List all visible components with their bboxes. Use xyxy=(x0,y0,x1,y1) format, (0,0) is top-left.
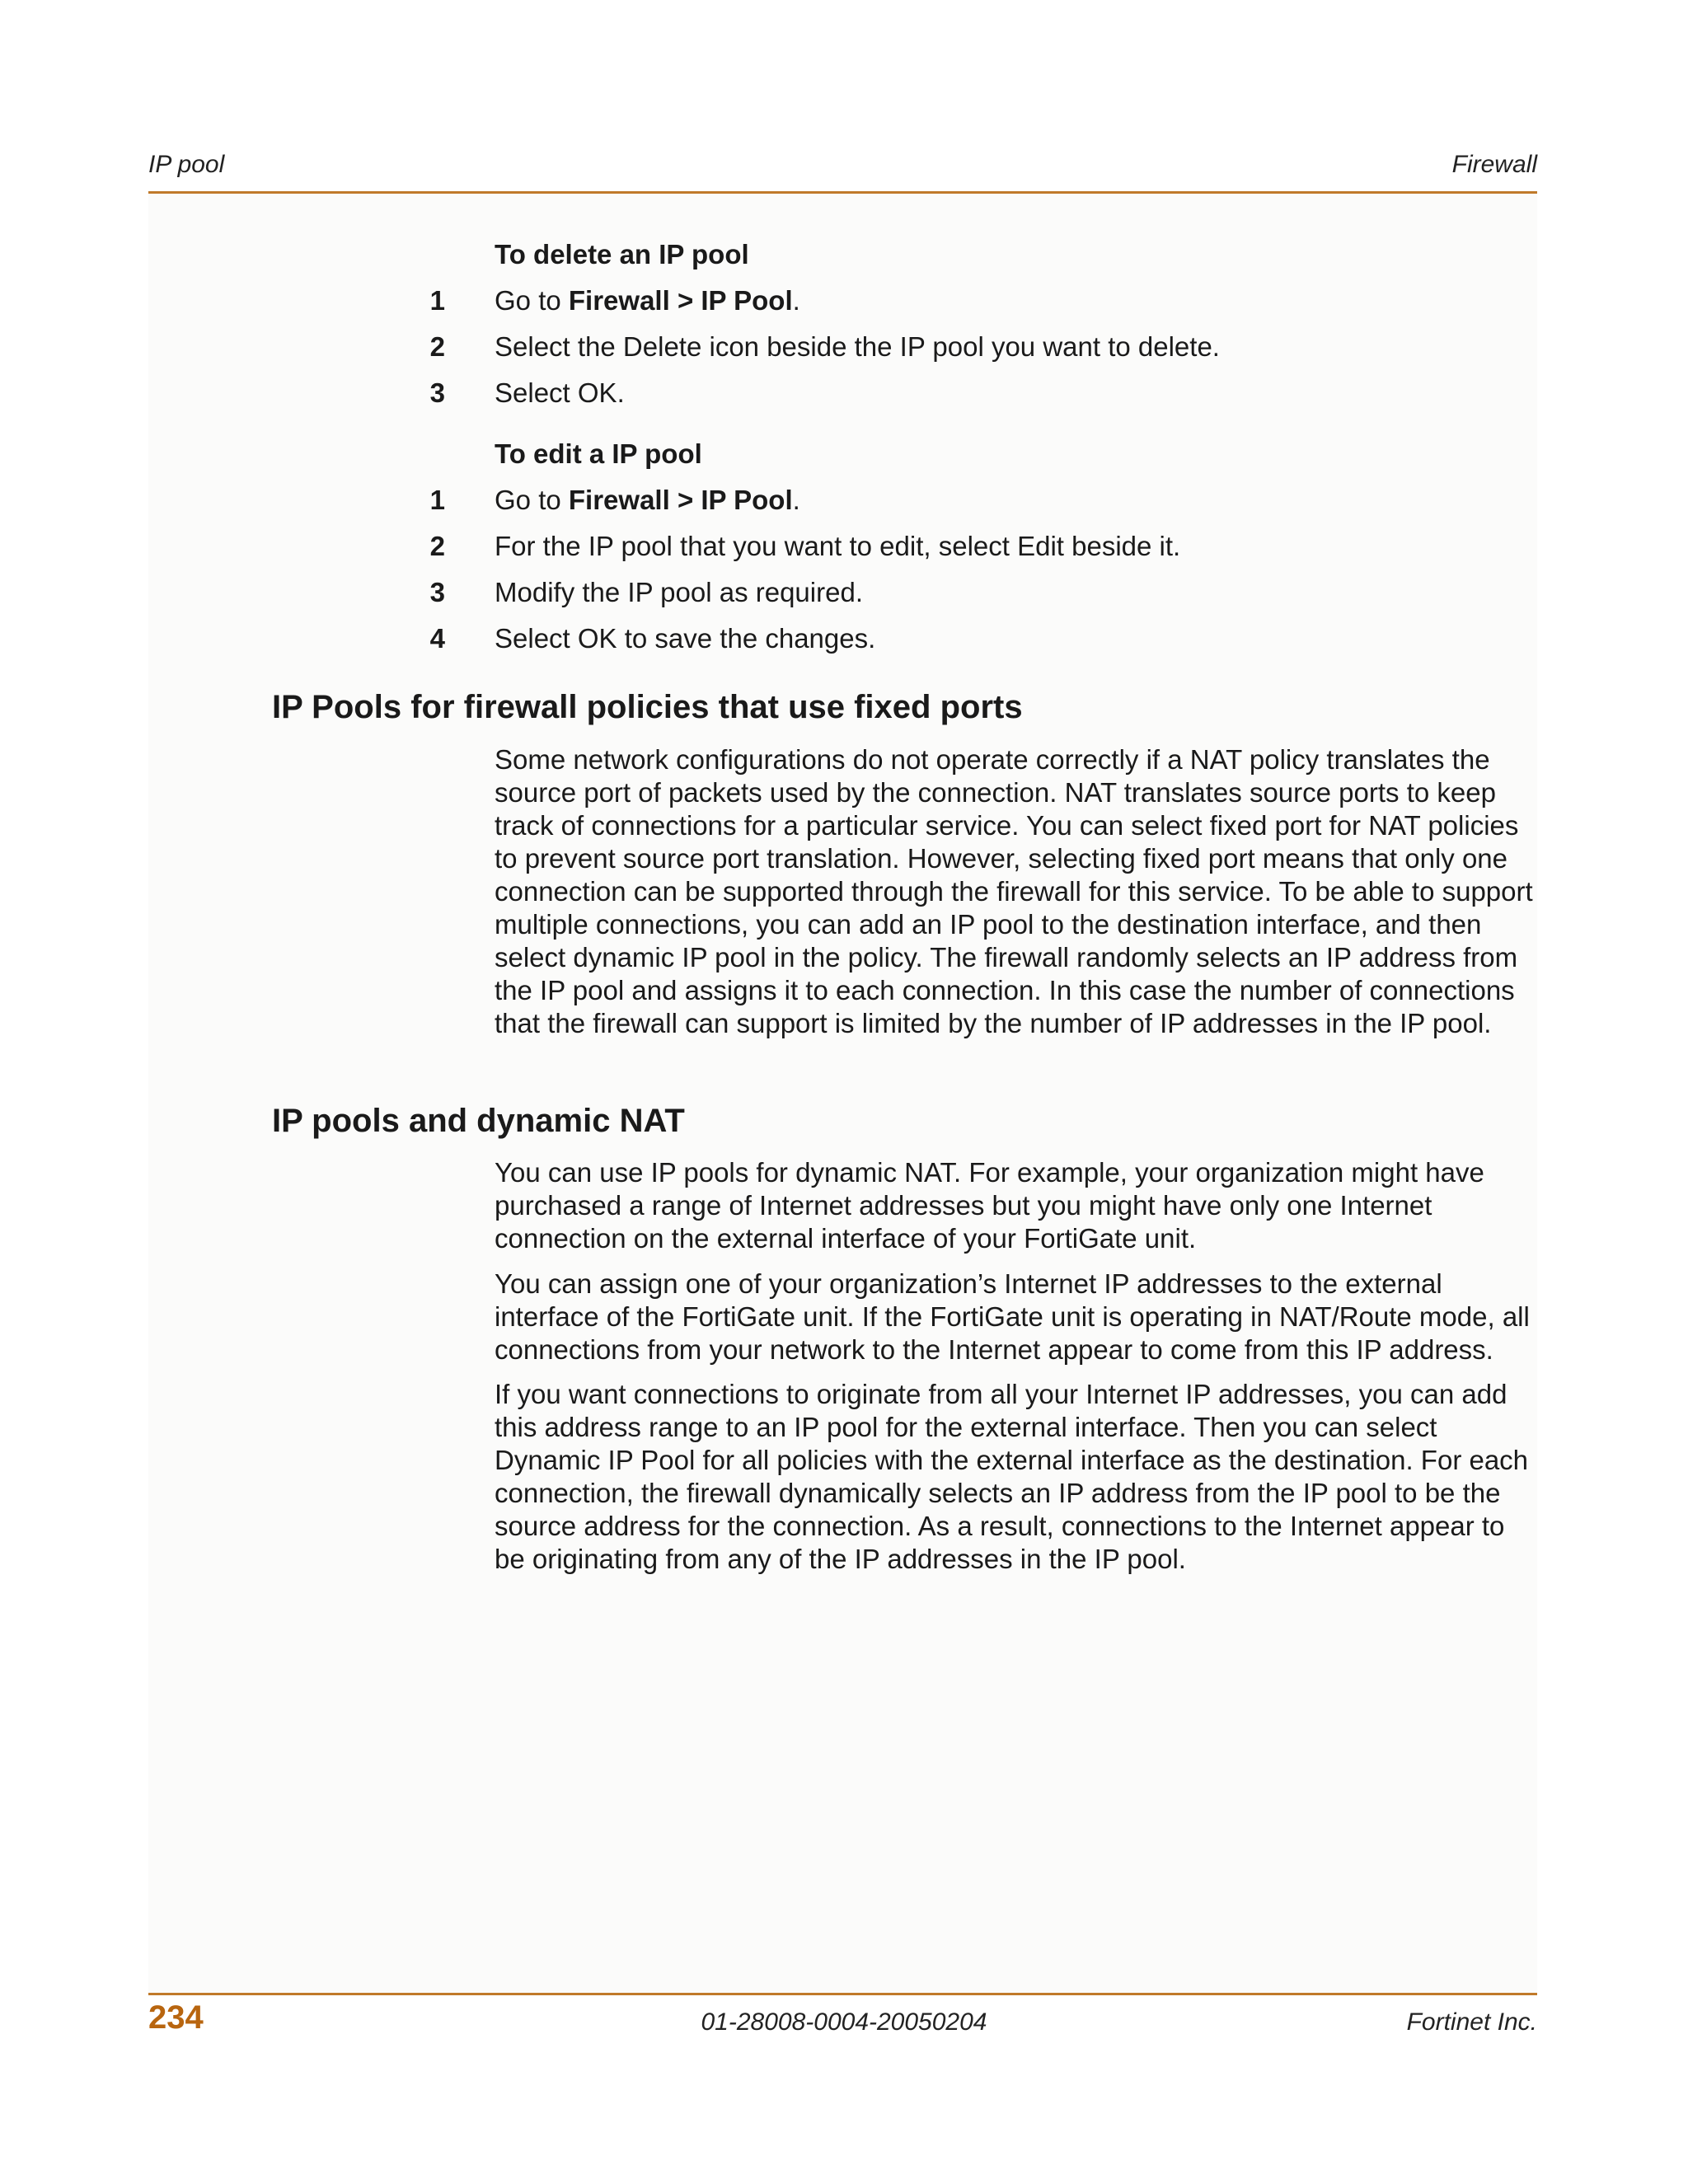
step-number: 1 xyxy=(429,485,445,515)
dynamic-nat-paragraph-3: If you want connections to originate from all your Internet IP addresses, you can add this address range to an IP pool for the external interface. Then you can select Dynamic IP Pool for all policies with the external interface as the destination. For each connection, the firewall dynamically selects an IP address from the IP pool to be the source address for the connection. As a result, connections to the Internet appear to be originating from any of the IP addresses in the IP pool. xyxy=(495,1379,1529,1574)
page-number: 234 xyxy=(148,1999,204,2036)
step-number: 2 xyxy=(429,331,445,362)
menu-path: Firewall > IP Pool xyxy=(568,285,793,316)
step-text: Go to Firewall > IP Pool. xyxy=(495,485,800,515)
edit-step-3 xyxy=(429,577,1541,613)
page-background xyxy=(148,194,1537,1994)
document-id: 01-28008-0004-20050204 xyxy=(701,2008,987,2036)
delete-procedure-title: To delete an IP pool xyxy=(495,239,749,269)
edit-procedure-title: To edit a IP pool xyxy=(495,438,702,469)
delete-step-3 xyxy=(429,377,1541,414)
step-number: 4 xyxy=(429,623,445,654)
company-name: Fortinet Inc. xyxy=(1406,2008,1537,2036)
menu-path: Firewall > IP Pool xyxy=(568,485,793,515)
delete-step-2 xyxy=(429,331,1541,368)
delete-step-1 xyxy=(429,285,1541,321)
fixed-ports-paragraph: Some network configurations do not operate correctly if a NAT policy translates the source port of packets used by the connection. NAT translates source ports to keep track of connections for a particular service. You can select fixed port for NAT policies to prevent source port translation. However, selecting fixed port means that only one connection can be supported through the firewall for this service. To be able to support multiple connections, you can add an IP pool to the destination interface, and then select dynamic IP pool in the policy. The firewall randomly selects an IP address from the IP pool and assigns it to each connection. In this case the number of connections that the firewall can support is limited by the number of IP addresses in the IP pool. xyxy=(495,744,1533,1038)
dynamic-nat-paragraph-1: You can use IP pools for dynamic NAT. For example, your organization might have purchased a range of Internet addresses but you might have only one Internet connection on the external interface of your FortiGate unit. xyxy=(495,1157,1484,1254)
step-number: 2 xyxy=(429,531,445,561)
step-text: Select OK to save the changes. xyxy=(495,623,876,654)
step-number: 1 xyxy=(429,285,445,316)
step-text: Select OK. xyxy=(495,377,625,408)
edit-step-2 xyxy=(429,531,1541,567)
step-number: 3 xyxy=(429,577,445,607)
step-text: Go to Firewall > IP Pool. xyxy=(495,285,800,316)
running-header-section: IP pool xyxy=(148,151,225,178)
step-number: 3 xyxy=(429,377,445,408)
section-heading-dynamic-nat: IP pools and dynamic NAT xyxy=(272,1103,685,1139)
step-text: Select the Delete icon beside the IP pool you want to delete. xyxy=(495,331,1220,362)
step-text: For the IP pool that you want to edit, select Edit beside it. xyxy=(495,531,1181,561)
running-header-chapter: Firewall xyxy=(1451,151,1537,178)
section-heading-fixed-ports: IP Pools for firewall policies that use fixed ports xyxy=(272,689,1023,725)
edit-step-4 xyxy=(429,623,1541,659)
edit-step-1 xyxy=(429,485,1541,521)
dynamic-nat-paragraph-2: You can assign one of your organization’s Internet IP addresses to the external interface of the FortiGate unit. If the FortiGate unit is operating in NAT/Route mode, all connections from your network to the Internet appear to come from this IP address. xyxy=(495,1268,1530,1365)
footer-rule xyxy=(148,1993,1537,1995)
header-rule xyxy=(148,191,1537,194)
step-text: Modify the IP pool as required. xyxy=(495,577,863,607)
